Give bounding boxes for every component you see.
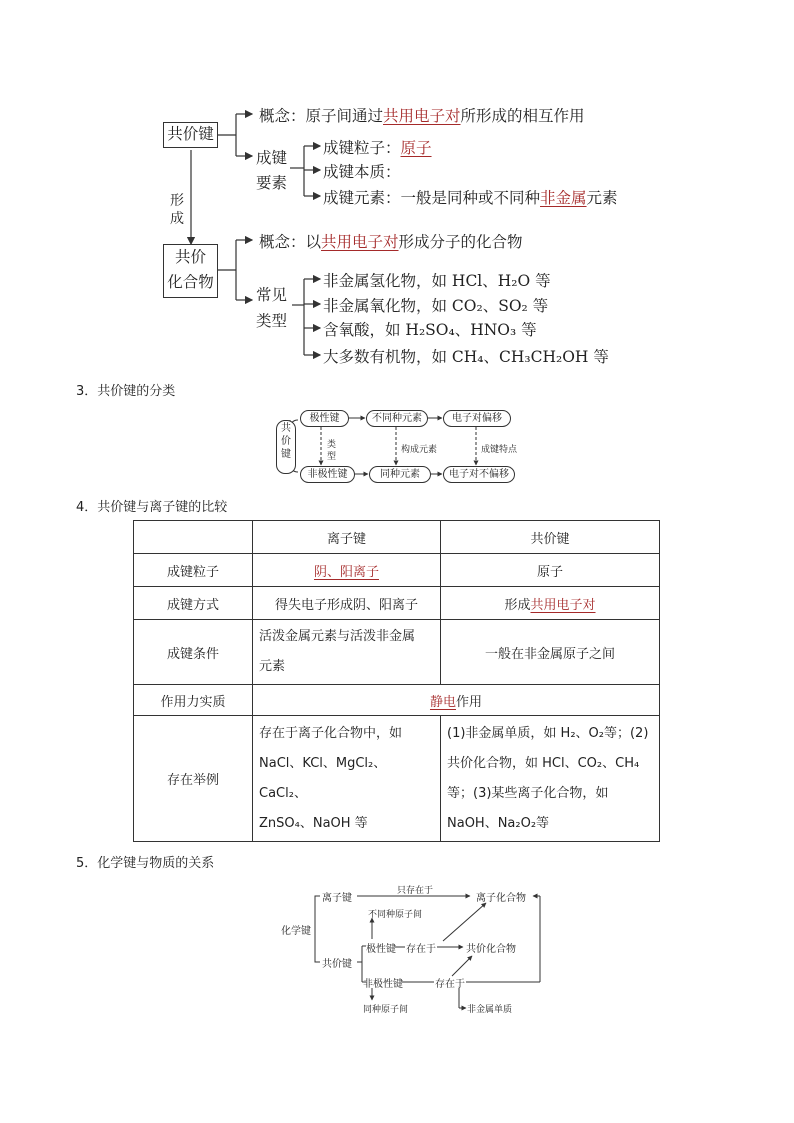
covalent-bond-box (163, 122, 218, 148)
type-label-2: 型 (327, 452, 337, 462)
types-label-1: 常见 (256, 286, 288, 304)
table-row (134, 587, 660, 620)
comparison-table (133, 520, 660, 842)
concept-blank: 共用电子对 (383, 107, 461, 125)
table-row (134, 716, 660, 842)
chem-bond-label: 化学键 (281, 926, 311, 937)
between-different-label: 不同种原子间 (368, 910, 423, 920)
covalent-method-blank: 共用电子对 (530, 597, 596, 613)
ionic-method: 得失电子形成阴、阳离子 (253, 587, 441, 620)
exist-in-label-2: 存在于 (435, 979, 465, 990)
section4-title: 4．共价键与离子键的比较 (76, 500, 228, 515)
formation-label (170, 192, 185, 228)
between-same-label: 同种原子间 (363, 1005, 409, 1015)
nonpolar-bond-pill: 非极性键 (300, 466, 355, 483)
exist-in-label-1: 存在于 (406, 944, 436, 955)
compound-label-2: 化合物 (167, 273, 214, 291)
covalent-compound-label2: 共价化合物 (466, 944, 516, 955)
ionic-example-cell (253, 716, 441, 842)
essence-cell (253, 685, 660, 716)
element-suffix: 元素 (586, 189, 618, 207)
covalent-example-3: 等；(3)某些离子化合物，如 (447, 785, 609, 801)
table-row (134, 685, 660, 716)
type-oxide: 非金属氧化物，如 CO₂、SO₂ 等 (323, 297, 549, 315)
types-label-2: 类型 (256, 312, 288, 330)
compose-label: 构成元素 (401, 445, 438, 455)
ionic-compound-label: 离子化合物 (476, 893, 526, 904)
only-exist-label: 只存在于 (397, 886, 434, 896)
covalent-bond-label: 共价键 (167, 125, 214, 143)
type-organic: 大多数有机物，如 CH₄、CH₃CH₂OH 等 (323, 348, 609, 366)
element-blank: 非金属 (540, 189, 587, 207)
elements-label-2: 要素 (256, 174, 288, 192)
row-label-particle: 成键粒子 (134, 554, 253, 587)
formation-text: 形成 (170, 193, 184, 227)
compound-concept-line (259, 230, 523, 252)
section5-title: 5．化学键与物质的关系 (76, 856, 215, 871)
covalent-example-4: NaOH、Na₂O₂等 (447, 815, 550, 831)
essence-suffix: 作用 (456, 694, 483, 710)
covalent-example-2: 共价化合物，如 HCl、CO₂、CH₄ (447, 755, 640, 771)
compound-concept-suffix: 形成分子的化合物 (398, 233, 523, 251)
compound-concept-prefix: 概念：以 (259, 233, 322, 251)
compound-concept-blank: 共用电子对 (321, 233, 399, 251)
covalent-particle: 原子 (441, 554, 660, 587)
type-label-1: 类 (327, 440, 337, 450)
ionic-condition-1: 活泼金属元素与活泼非金属 (259, 629, 416, 644)
ionic-bond-label: 离子键 (322, 893, 352, 904)
row-label-method: 成键方式 (134, 587, 253, 620)
same-elements-pill: 同种元素 (369, 466, 431, 483)
row-label-example: 存在举例 (134, 716, 253, 842)
nonpolar-bond-label2: 非极性键 (363, 979, 403, 990)
ionic-particle-cell (253, 554, 441, 587)
row-label-essence: 作用力实质 (134, 685, 253, 716)
covalent-bond-label2: 共价键 (322, 959, 352, 970)
section3-title: 3．共价键的分类 (76, 384, 176, 399)
element-line (323, 186, 618, 208)
particle-blank: 原子 (400, 139, 432, 157)
polar-bond-pill: 极性键 (300, 410, 349, 427)
header-covalent: 共价键 (441, 521, 660, 554)
pair-shift-pill: 电子对偏移 (443, 410, 511, 427)
covalent-compound-box (163, 244, 218, 298)
header-ionic: 离子键 (253, 521, 441, 554)
compound-label-1: 共价 (174, 248, 206, 266)
type-oxyacid: 含氧酸，如 H₂SO₄、HNO₃ 等 (323, 321, 537, 339)
feature-label: 成键特点 (481, 445, 518, 455)
elements-label-1: 成键 (256, 149, 288, 167)
concept-line (259, 104, 585, 126)
ionic-condition-cell (253, 620, 441, 685)
covalent-method-prefix: 形成 (504, 597, 531, 613)
covalent-condition: 一般在非金属原子之间 (441, 620, 660, 685)
nonmetal-element-label: 非金属单质 (467, 1005, 513, 1015)
covalent-root-text: 共价键 (281, 423, 291, 460)
essence-blank: 静电 (429, 694, 456, 710)
ionic-example-3: ZnSO₄、NaOH 等 (259, 815, 368, 831)
ionic-particle: 阴、阳离子 (313, 564, 379, 580)
concept-prefix: 概念：原子间通过 (259, 107, 384, 125)
row-label-condition: 成键条件 (134, 620, 253, 685)
ionic-example-2: NaCl、KCl、MgCl₂、CaCl₂、 (259, 755, 387, 801)
particle-prefix: 成键粒子： (323, 139, 401, 157)
ionic-condition-2: 元素 (259, 659, 286, 674)
covalent-example-cell (441, 716, 660, 842)
covalent-method-cell (441, 587, 660, 620)
table-row (134, 620, 660, 685)
covalent-root-pill (276, 420, 296, 474)
ionic-example-1: 存在于离子化合物中，如 (259, 725, 403, 741)
table-header-row (134, 521, 660, 554)
concept-suffix: 所形成的相互作用 (460, 107, 585, 125)
pair-no-shift-pill: 电子对不偏移 (443, 466, 515, 483)
essence-line: 成键本质： (323, 163, 401, 181)
header-empty (134, 521, 253, 554)
covalent-example-1: (1)非金属单质，如 H₂、O₂等；(2) (447, 725, 649, 741)
particle-line (323, 136, 432, 158)
type-hydride: 非金属氢化物，如 HCl、H₂O 等 (323, 272, 551, 290)
table-row (134, 554, 660, 587)
different-elements-pill: 不同种元素 (366, 410, 428, 427)
polar-bond-label2: 极性键 (366, 944, 396, 955)
element-prefix: 成键元素：一般是同种或不同种 (323, 189, 541, 207)
